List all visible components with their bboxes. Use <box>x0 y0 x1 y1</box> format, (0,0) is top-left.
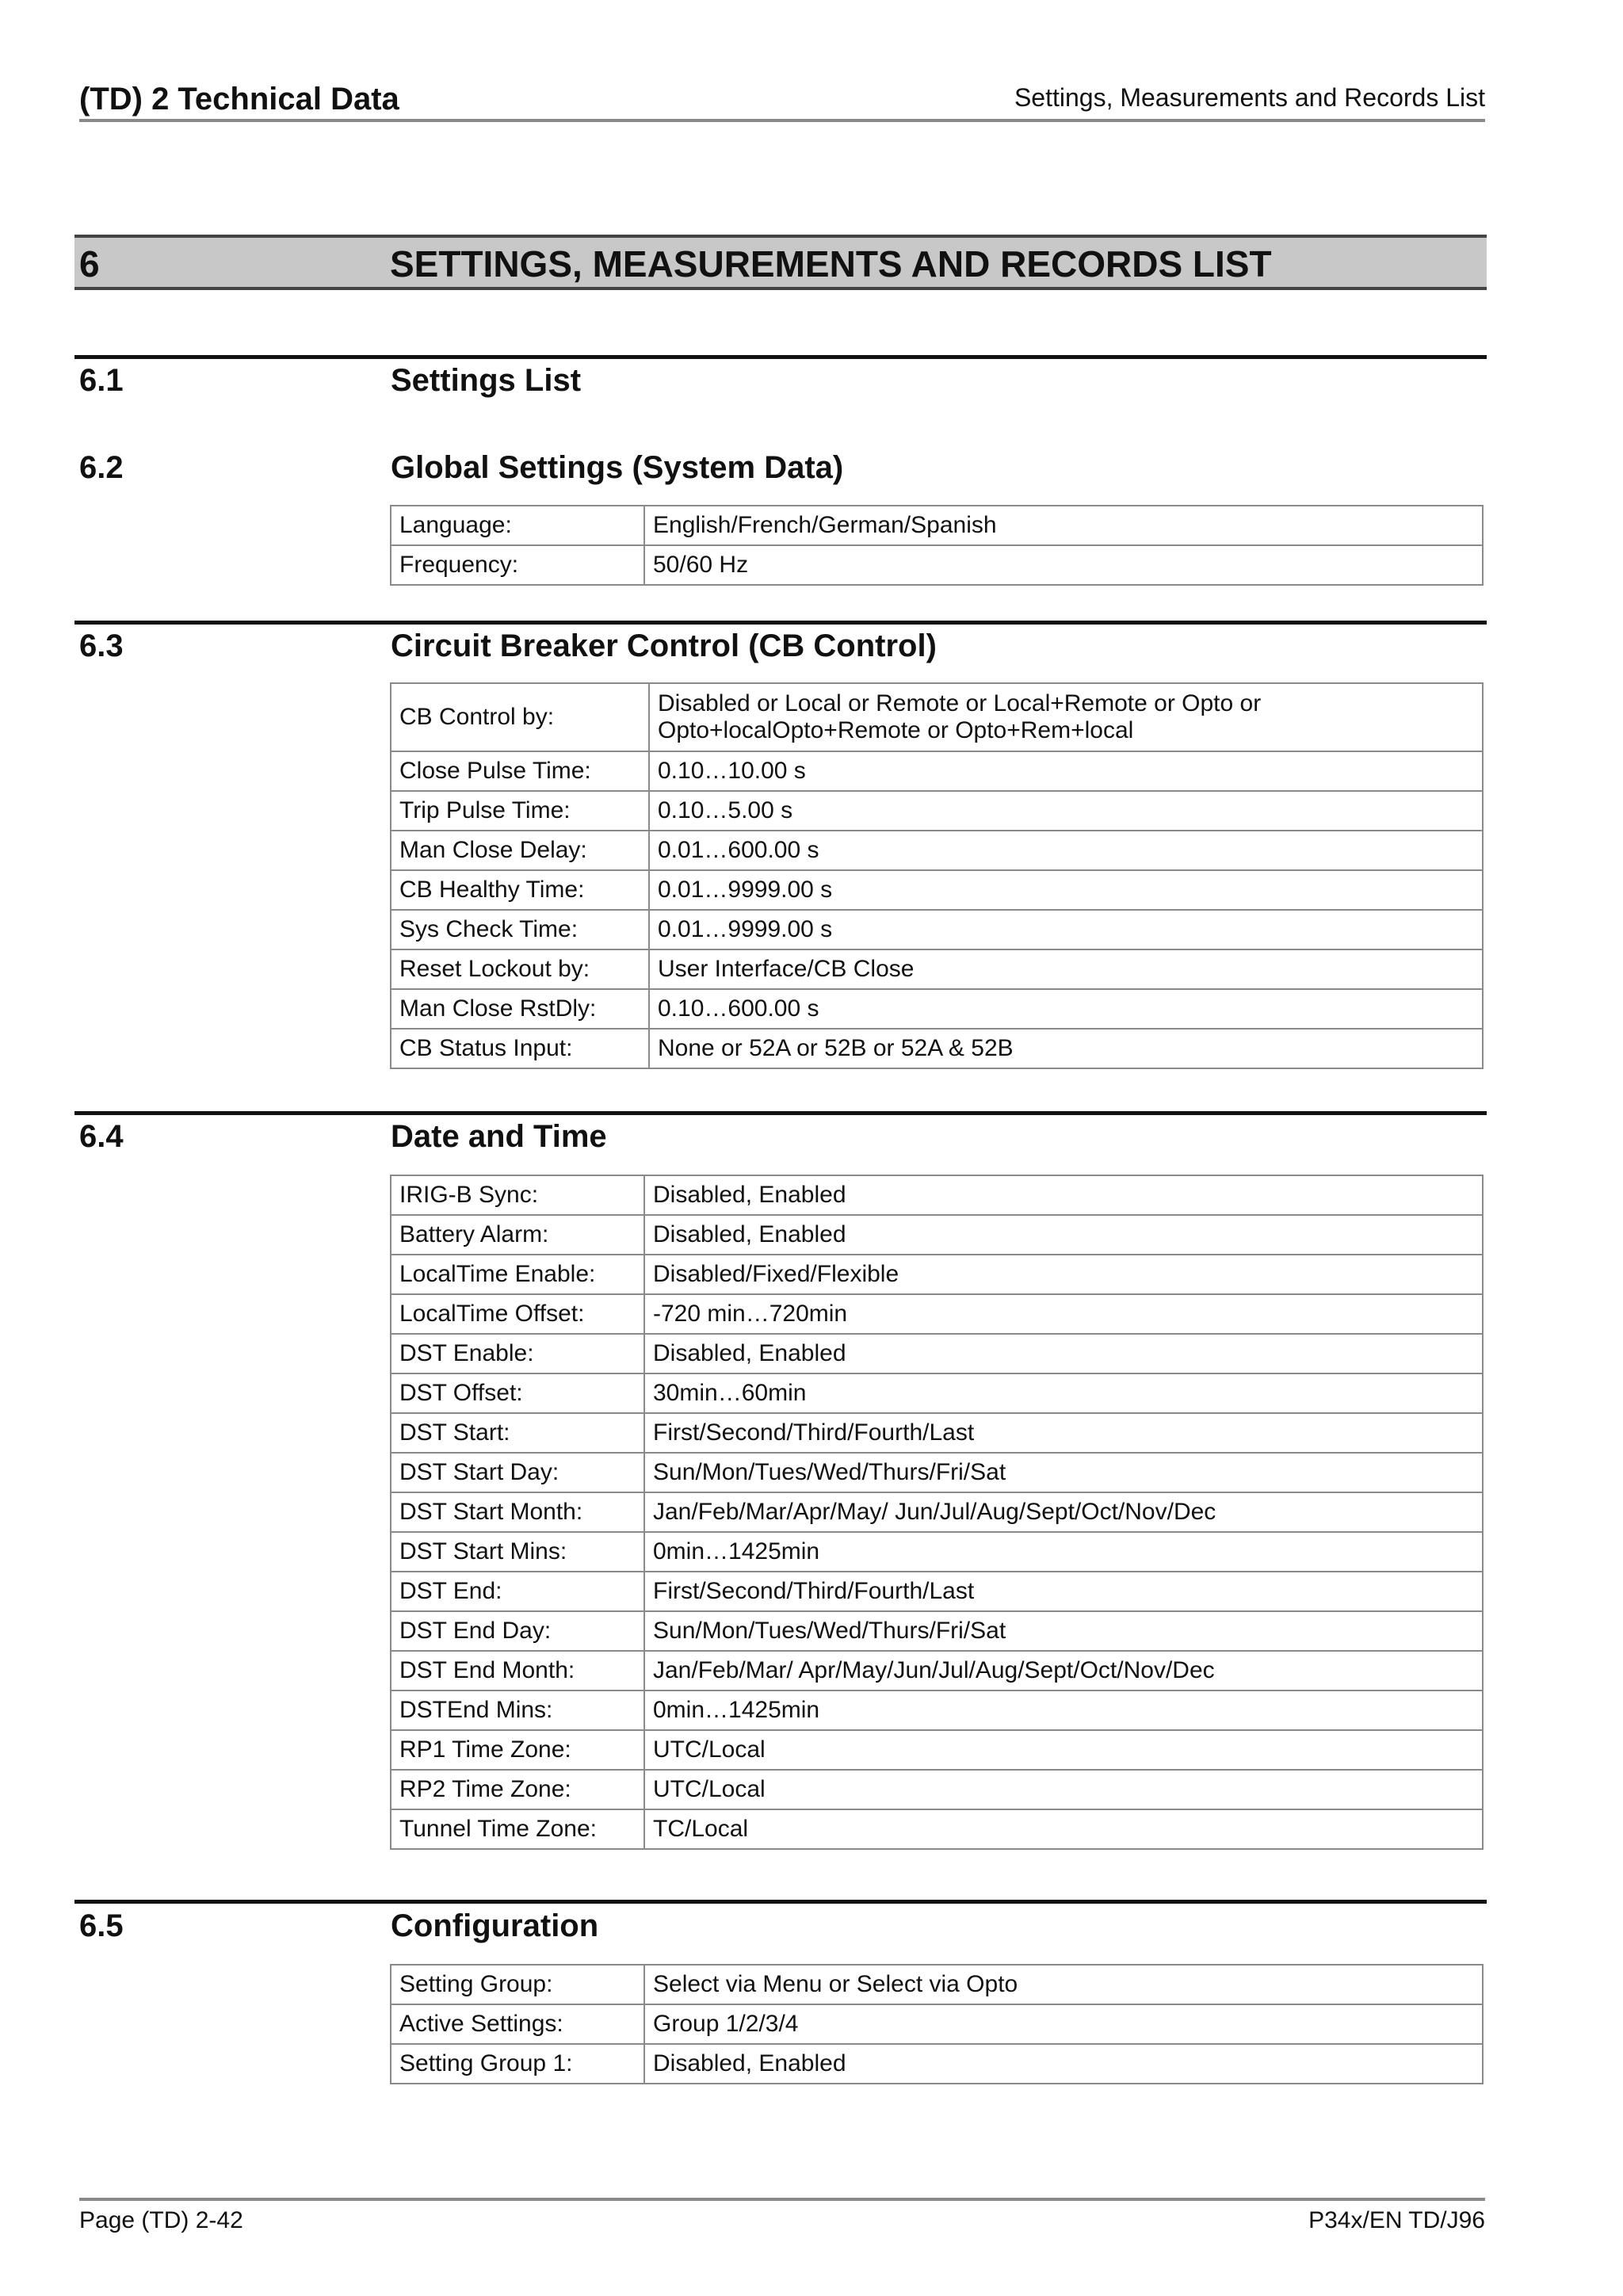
setting-name: CB Control by: <box>391 683 649 751</box>
setting-value: 0.10…5.00 s <box>649 791 1483 831</box>
setting-value: UTC/Local <box>644 1730 1483 1770</box>
table-row <box>391 1029 1483 1068</box>
setting-name: DST End Day: <box>391 1611 644 1651</box>
table-row <box>391 1532 1483 1572</box>
setting-value: 0.01…600.00 s <box>649 831 1483 870</box>
table-row <box>391 1492 1483 1532</box>
setting-name: DST Offset: <box>391 1373 644 1413</box>
section-title: Circuit Breaker Control (CB Control) <box>391 628 937 663</box>
setting-value: -720 min…720min <box>644 1294 1483 1334</box>
settings-table-date-time <box>390 1175 1484 1850</box>
setting-value: 0.10…600.00 s <box>649 989 1483 1029</box>
setting-value: 50/60 Hz <box>644 545 1483 585</box>
table-row <box>391 1690 1483 1730</box>
setting-name: Tunnel Time Zone: <box>391 1809 644 1849</box>
table-row <box>391 910 1483 949</box>
table-row <box>391 1255 1483 1294</box>
setting-value: 0.01…9999.00 s <box>649 870 1483 910</box>
setting-value: Disabled/Fixed/Flexible <box>644 1255 1483 1294</box>
setting-value: First/Second/Third/Fourth/Last <box>644 1413 1483 1453</box>
page-header <box>79 73 1485 122</box>
setting-name: Man Close RstDly: <box>391 989 649 1029</box>
setting-name: Language: <box>391 506 644 545</box>
table-row <box>391 1175 1483 1215</box>
setting-name: DST Start Mins: <box>391 1532 644 1572</box>
header-section-title: Settings, Measurements and Records List <box>1014 83 1485 112</box>
table-row <box>391 831 1483 870</box>
table-row <box>391 506 1483 545</box>
setting-value: Disabled or Local or Remote or Local+Remote or Opto or Opto+localOpto+Remote or Opto+Rem+local <box>649 683 1483 751</box>
section-rule <box>74 621 1487 625</box>
table-row <box>391 683 1483 751</box>
section-title: Global Settings (System Data) <box>391 450 844 485</box>
setting-name: Frequency: <box>391 545 644 585</box>
table-row <box>391 1770 1483 1809</box>
setting-name: DST End: <box>391 1572 644 1611</box>
setting-name: DSTEnd Mins: <box>391 1690 644 1730</box>
setting-value: Jan/Feb/Mar/ Apr/May/Jun/Jul/Aug/Sept/Oct/Nov/Dec <box>644 1651 1483 1690</box>
setting-name: Sys Check Time: <box>391 910 649 949</box>
section-number: 6.4 <box>79 1119 124 1154</box>
footer-page-number: Page (TD) 2-42 <box>79 2207 243 2233</box>
setting-name: Close Pulse Time: <box>391 751 649 791</box>
table-row <box>391 791 1483 831</box>
setting-value: Group 1/2/3/4 <box>644 2004 1483 2044</box>
setting-value: Sun/Mon/Tues/Wed/Thurs/Fri/Sat <box>644 1611 1483 1651</box>
setting-name: Active Settings: <box>391 2004 644 2044</box>
section-number: 6.3 <box>79 628 124 663</box>
table-row <box>391 1809 1483 1849</box>
table-row <box>391 1413 1483 1453</box>
table-row <box>391 1730 1483 1770</box>
setting-value: Select via Menu or Select via Opto <box>644 1965 1483 2004</box>
section-number: 6.2 <box>79 450 124 485</box>
table-row <box>391 949 1483 989</box>
table-row <box>391 989 1483 1029</box>
main-heading <box>74 235 1487 290</box>
section-title: Date and Time <box>391 1119 607 1154</box>
table-row <box>391 1965 1483 2004</box>
section-rule <box>74 1900 1487 1904</box>
settings-table-configuration <box>390 1964 1484 2084</box>
settings-table-global <box>390 505 1484 586</box>
setting-name: DST Start Day: <box>391 1453 644 1492</box>
table-row <box>391 1373 1483 1413</box>
setting-value: 30min…60min <box>644 1373 1483 1413</box>
setting-name: Reset Lockout by: <box>391 949 649 989</box>
setting-name: DST End Month: <box>391 1651 644 1690</box>
setting-name: DST Start: <box>391 1413 644 1453</box>
setting-value: User Interface/CB Close <box>649 949 1483 989</box>
setting-name: Man Close Delay: <box>391 831 649 870</box>
section-number: 6.5 <box>79 1908 124 1943</box>
setting-name: DST Enable: <box>391 1334 644 1373</box>
table-row <box>391 1294 1483 1334</box>
main-heading-number: 6 <box>79 243 100 285</box>
main-heading-title: SETTINGS, MEASUREMENTS AND RECORDS LIST <box>390 243 1272 285</box>
page-footer <box>79 2198 1485 2233</box>
setting-value: Disabled, Enabled <box>644 2044 1483 2084</box>
table-row <box>391 751 1483 791</box>
setting-value: None or 52A or 52B or 52A & 52B <box>649 1029 1483 1068</box>
setting-name: IRIG-B Sync: <box>391 1175 644 1215</box>
setting-name: LocalTime Enable: <box>391 1255 644 1294</box>
section-rule <box>74 355 1487 359</box>
section-number: 6.1 <box>79 363 124 398</box>
table-row <box>391 1572 1483 1611</box>
section-title: Settings List <box>391 363 582 398</box>
setting-name: CB Healthy Time: <box>391 870 649 910</box>
setting-name: Setting Group: <box>391 1965 644 2004</box>
table-row <box>391 2044 1483 2084</box>
table-row <box>391 545 1483 585</box>
header-chapter-title: (TD) 2 Technical Data <box>79 82 399 117</box>
setting-name: LocalTime Offset: <box>391 1294 644 1334</box>
setting-name: DST Start Month: <box>391 1492 644 1532</box>
setting-value: 0.10…10.00 s <box>649 751 1483 791</box>
setting-value: TC/Local <box>644 1809 1483 1849</box>
setting-value: Jan/Feb/Mar/Apr/May/ Jun/Jul/Aug/Sept/Oct/Nov/Dec <box>644 1492 1483 1532</box>
setting-value: English/French/German/Spanish <box>644 506 1483 545</box>
setting-name: CB Status Input: <box>391 1029 649 1068</box>
setting-value: UTC/Local <box>644 1770 1483 1809</box>
footer-document-code: P34x/EN TD/J96 <box>1308 2207 1485 2233</box>
setting-value: 0min…1425min <box>644 1690 1483 1730</box>
setting-value: First/Second/Third/Fourth/Last <box>644 1572 1483 1611</box>
setting-name: Trip Pulse Time: <box>391 791 649 831</box>
table-row <box>391 2004 1483 2044</box>
setting-name: RP1 Time Zone: <box>391 1730 644 1770</box>
table-row <box>391 1453 1483 1492</box>
table-row <box>391 1651 1483 1690</box>
setting-value: Sun/Mon/Tues/Wed/Thurs/Fri/Sat <box>644 1453 1483 1492</box>
setting-value: 0min…1425min <box>644 1532 1483 1572</box>
table-row <box>391 870 1483 910</box>
setting-value: 0.01…9999.00 s <box>649 910 1483 949</box>
setting-value: Disabled, Enabled <box>644 1215 1483 1255</box>
section-title: Configuration <box>391 1908 599 1943</box>
setting-name: RP2 Time Zone: <box>391 1770 644 1809</box>
setting-name: Setting Group 1: <box>391 2044 644 2084</box>
table-row <box>391 1334 1483 1373</box>
section-rule <box>74 1111 1487 1115</box>
setting-value: Disabled, Enabled <box>644 1334 1483 1373</box>
table-row <box>391 1215 1483 1255</box>
setting-name: Battery Alarm: <box>391 1215 644 1255</box>
setting-value: Disabled, Enabled <box>644 1175 1483 1215</box>
settings-table-cb-control <box>390 682 1484 1069</box>
table-row <box>391 1611 1483 1651</box>
